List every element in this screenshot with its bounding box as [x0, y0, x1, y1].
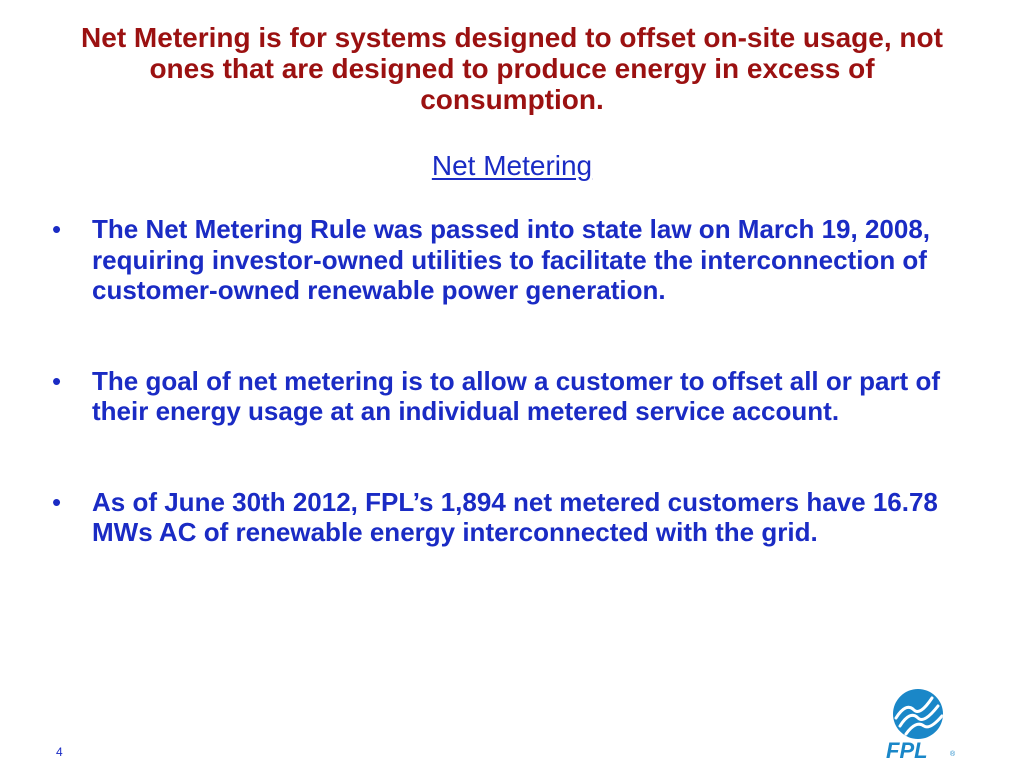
page-number: 4	[56, 745, 63, 759]
bullet-marker: •	[52, 486, 62, 517]
bullet-list	[52, 214, 972, 548]
logo-wordmark: FPL	[886, 738, 928, 763]
slide-headline: Net Metering is for systems designed to offset on-site usage, not ones that are designed to produce energy in excess of consumption.	[81, 22, 943, 115]
bullet-item	[52, 366, 972, 427]
bullet-marker: •	[52, 365, 62, 396]
bullet-item	[52, 487, 972, 548]
slide-subtitle: Net Metering	[431, 150, 593, 181]
bullet-text: The Net Metering Rule was passed into state law on March 19, 2008, requiring investor-owned utilities to facilitate the interconnection of customer-owned renewable power generation.	[92, 214, 931, 305]
logo-trademark: ®	[950, 751, 956, 758]
bullet-text: As of June 30th 2012, FPL’s 1,894 net metered customers have 16.78 MWs AC of renewable energy interconnected with the grid.	[92, 486, 938, 547]
bullet-marker: •	[52, 214, 62, 244]
bullet-text: The goal of net metering is to allow a customer to offset all or part of their energy usage at an individual metered service account.	[92, 365, 940, 426]
bullet-item	[52, 214, 972, 306]
fpl-logo	[886, 688, 966, 764]
fpl-globe-icon	[892, 688, 944, 740]
